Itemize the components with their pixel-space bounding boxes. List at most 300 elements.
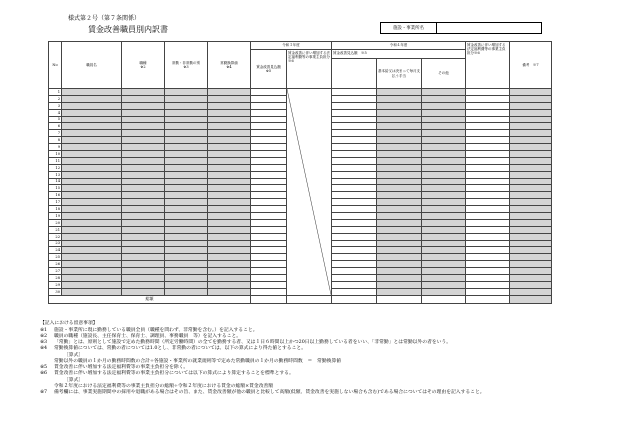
table-cell[interactable]	[332, 288, 377, 295]
table-cell[interactable]	[422, 116, 466, 123]
table-cell[interactable]	[422, 95, 466, 102]
table-cell[interactable]	[62, 185, 122, 192]
table-cell[interactable]	[122, 199, 165, 206]
table-cell[interactable]	[510, 192, 552, 199]
table-cell[interactable]	[510, 109, 552, 116]
table-cell[interactable]	[377, 275, 422, 282]
table-cell[interactable]	[62, 123, 122, 130]
table-cell[interactable]	[466, 261, 510, 268]
table-cell[interactable]	[62, 261, 122, 268]
table-cell[interactable]	[466, 130, 510, 137]
table-cell[interactable]	[251, 247, 287, 254]
table-cell[interactable]	[510, 281, 552, 288]
table-cell[interactable]	[466, 157, 510, 164]
table-cell[interactable]	[466, 171, 510, 178]
table-cell[interactable]	[332, 254, 377, 261]
table-cell[interactable]	[466, 233, 510, 240]
table-cell[interactable]	[122, 137, 165, 144]
table-cell[interactable]	[422, 247, 466, 254]
table-cell[interactable]	[332, 123, 377, 130]
table-cell[interactable]	[510, 130, 552, 137]
table-cell[interactable]	[332, 261, 377, 268]
table-cell[interactable]	[422, 213, 466, 220]
total-cell[interactable]	[466, 295, 510, 303]
table-cell[interactable]	[422, 206, 466, 213]
table-cell[interactable]	[122, 89, 165, 96]
table-cell[interactable]	[165, 95, 208, 102]
table-cell[interactable]	[208, 185, 251, 192]
table-cell[interactable]	[377, 102, 422, 109]
table-cell[interactable]	[377, 226, 422, 233]
table-cell[interactable]	[377, 206, 422, 213]
table-cell[interactable]	[208, 109, 251, 116]
table-cell[interactable]	[165, 157, 208, 164]
table-cell[interactable]	[165, 240, 208, 247]
table-cell[interactable]	[510, 151, 552, 158]
table-cell[interactable]	[466, 213, 510, 220]
table-cell[interactable]	[466, 219, 510, 226]
table-cell[interactable]	[251, 288, 287, 295]
table-cell[interactable]	[165, 226, 208, 233]
table-cell[interactable]	[122, 281, 165, 288]
table-cell[interactable]	[208, 199, 251, 206]
table-cell[interactable]	[251, 261, 287, 268]
table-cell[interactable]	[510, 254, 552, 261]
table-cell[interactable]	[332, 109, 377, 116]
table-cell[interactable]	[510, 185, 552, 192]
table-cell[interactable]	[165, 130, 208, 137]
table-cell[interactable]	[377, 164, 422, 171]
table-cell[interactable]	[332, 240, 377, 247]
table-cell[interactable]	[62, 233, 122, 240]
table-cell[interactable]	[377, 233, 422, 240]
table-cell[interactable]	[251, 109, 287, 116]
table-cell[interactable]	[251, 254, 287, 261]
table-cell[interactable]	[332, 233, 377, 240]
table-cell[interactable]	[510, 206, 552, 213]
table-cell[interactable]	[510, 247, 552, 254]
table-cell[interactable]	[62, 130, 122, 137]
table-cell[interactable]	[122, 192, 165, 199]
table-cell[interactable]	[165, 288, 208, 295]
table-cell[interactable]	[466, 240, 510, 247]
table-cell[interactable]	[208, 144, 251, 151]
table-cell[interactable]	[165, 247, 208, 254]
table-cell[interactable]	[510, 226, 552, 233]
table-cell[interactable]	[165, 89, 208, 96]
table-cell[interactable]	[466, 89, 510, 96]
table-cell[interactable]	[122, 213, 165, 220]
table-cell[interactable]	[122, 123, 165, 130]
table-cell[interactable]	[332, 247, 377, 254]
table-cell[interactable]	[466, 288, 510, 295]
table-cell[interactable]	[165, 102, 208, 109]
table-cell[interactable]	[332, 137, 377, 144]
table-cell[interactable]	[165, 171, 208, 178]
table-cell[interactable]	[62, 268, 122, 275]
table-cell[interactable]	[510, 213, 552, 220]
table-cell[interactable]	[332, 226, 377, 233]
table-cell[interactable]	[165, 116, 208, 123]
table-cell[interactable]	[208, 240, 251, 247]
table-cell[interactable]	[377, 213, 422, 220]
table-cell[interactable]	[422, 275, 466, 282]
table-cell[interactable]	[122, 144, 165, 151]
table-cell[interactable]	[466, 226, 510, 233]
table-cell[interactable]	[165, 192, 208, 199]
table-cell[interactable]	[251, 123, 287, 130]
table-cell[interactable]	[122, 247, 165, 254]
table-cell[interactable]	[510, 157, 552, 164]
table-cell[interactable]	[377, 254, 422, 261]
table-cell[interactable]	[332, 157, 377, 164]
table-cell[interactable]	[62, 109, 122, 116]
table-cell[interactable]	[377, 144, 422, 151]
table-cell[interactable]	[510, 123, 552, 130]
table-cell[interactable]	[122, 219, 165, 226]
table-cell[interactable]	[122, 102, 165, 109]
table-cell[interactable]	[208, 178, 251, 185]
table-cell[interactable]	[466, 137, 510, 144]
table-cell[interactable]	[332, 116, 377, 123]
table-cell[interactable]	[165, 281, 208, 288]
table-cell[interactable]	[422, 240, 466, 247]
table-cell[interactable]	[165, 233, 208, 240]
table-cell[interactable]	[332, 102, 377, 109]
table-cell[interactable]	[377, 185, 422, 192]
table-cell[interactable]	[251, 102, 287, 109]
table-cell[interactable]	[466, 275, 510, 282]
table-cell[interactable]	[251, 89, 287, 96]
table-cell[interactable]	[466, 268, 510, 275]
table-cell[interactable]	[377, 171, 422, 178]
table-cell[interactable]	[510, 233, 552, 240]
table-cell[interactable]	[510, 199, 552, 206]
table-cell[interactable]	[466, 178, 510, 185]
table-cell[interactable]	[422, 144, 466, 151]
table-cell[interactable]	[466, 192, 510, 199]
table-cell[interactable]	[62, 192, 122, 199]
table-cell[interactable]	[332, 268, 377, 275]
table-cell[interactable]	[62, 137, 122, 144]
table-cell[interactable]	[122, 226, 165, 233]
table-cell[interactable]	[332, 144, 377, 151]
table-cell[interactable]	[422, 226, 466, 233]
table-cell[interactable]	[377, 178, 422, 185]
table-cell[interactable]	[208, 281, 251, 288]
table-cell[interactable]	[377, 137, 422, 144]
table-cell[interactable]	[251, 116, 287, 123]
table-cell[interactable]	[122, 116, 165, 123]
table-cell[interactable]	[251, 275, 287, 282]
table-cell[interactable]	[251, 219, 287, 226]
table-cell[interactable]	[208, 137, 251, 144]
table-cell[interactable]	[377, 288, 422, 295]
table-cell[interactable]	[165, 261, 208, 268]
table-cell[interactable]	[251, 240, 287, 247]
table-cell[interactable]	[466, 151, 510, 158]
total-cell[interactable]	[422, 295, 466, 303]
table-cell[interactable]	[422, 137, 466, 144]
table-cell[interactable]	[422, 178, 466, 185]
table-cell[interactable]	[251, 95, 287, 102]
table-cell[interactable]	[377, 109, 422, 116]
table-cell[interactable]	[208, 164, 251, 171]
table-cell[interactable]	[510, 144, 552, 151]
table-cell[interactable]	[422, 89, 466, 96]
table-cell[interactable]	[62, 144, 122, 151]
table-cell[interactable]	[251, 213, 287, 220]
table-cell[interactable]	[510, 137, 552, 144]
table-cell[interactable]	[165, 164, 208, 171]
table-cell[interactable]	[466, 185, 510, 192]
table-cell[interactable]	[466, 199, 510, 206]
table-cell[interactable]	[466, 281, 510, 288]
table-cell[interactable]	[332, 171, 377, 178]
table-cell[interactable]	[422, 192, 466, 199]
table-cell[interactable]	[122, 261, 165, 268]
table-cell[interactable]	[122, 171, 165, 178]
table-cell[interactable]	[62, 157, 122, 164]
table-cell[interactable]	[422, 157, 466, 164]
table-cell[interactable]	[251, 233, 287, 240]
table-cell[interactable]	[122, 288, 165, 295]
table-cell[interactable]	[377, 89, 422, 96]
table-cell[interactable]	[332, 95, 377, 102]
table-cell[interactable]	[208, 89, 251, 96]
table-cell[interactable]	[251, 268, 287, 275]
table-cell[interactable]	[122, 157, 165, 164]
table-cell[interactable]	[62, 247, 122, 254]
total-cell[interactable]	[287, 295, 332, 303]
table-cell[interactable]	[377, 261, 422, 268]
table-cell[interactable]	[422, 219, 466, 226]
table-cell[interactable]	[62, 275, 122, 282]
table-cell[interactable]	[62, 254, 122, 261]
table-cell[interactable]	[422, 123, 466, 130]
total-cell[interactable]	[251, 295, 287, 303]
table-cell[interactable]	[122, 130, 165, 137]
table-cell[interactable]	[165, 275, 208, 282]
table-cell[interactable]	[377, 268, 422, 275]
table-cell[interactable]	[251, 178, 287, 185]
table-cell[interactable]	[377, 247, 422, 254]
table-cell[interactable]	[422, 109, 466, 116]
table-cell[interactable]	[62, 240, 122, 247]
table-cell[interactable]	[251, 226, 287, 233]
table-cell[interactable]	[165, 178, 208, 185]
table-cell[interactable]	[122, 233, 165, 240]
table-cell[interactable]	[208, 219, 251, 226]
table-cell[interactable]	[510, 275, 552, 282]
table-cell[interactable]	[122, 164, 165, 171]
table-cell[interactable]	[122, 240, 165, 247]
table-cell[interactable]	[377, 123, 422, 130]
table-cell[interactable]	[332, 199, 377, 206]
table-cell[interactable]	[208, 192, 251, 199]
table-cell[interactable]	[377, 151, 422, 158]
table-cell[interactable]	[332, 164, 377, 171]
table-cell[interactable]	[422, 130, 466, 137]
table-cell[interactable]	[251, 137, 287, 144]
table-cell[interactable]	[510, 288, 552, 295]
table-cell[interactable]	[510, 268, 552, 275]
table-cell[interactable]	[62, 219, 122, 226]
table-cell[interactable]	[165, 254, 208, 261]
table-cell[interactable]	[466, 109, 510, 116]
table-cell[interactable]	[332, 151, 377, 158]
table-cell[interactable]	[377, 192, 422, 199]
table-cell[interactable]	[208, 275, 251, 282]
table-cell[interactable]	[377, 95, 422, 102]
table-cell[interactable]	[510, 219, 552, 226]
table-cell[interactable]	[377, 219, 422, 226]
table-cell[interactable]	[122, 178, 165, 185]
table-cell[interactable]	[510, 240, 552, 247]
table-cell[interactable]	[165, 199, 208, 206]
table-cell[interactable]	[466, 116, 510, 123]
table-cell[interactable]	[510, 102, 552, 109]
table-cell[interactable]	[332, 192, 377, 199]
table-cell[interactable]	[165, 268, 208, 275]
table-cell[interactable]	[251, 192, 287, 199]
table-cell[interactable]	[62, 281, 122, 288]
table-cell[interactable]	[332, 185, 377, 192]
table-cell[interactable]	[62, 288, 122, 295]
table-cell[interactable]	[466, 123, 510, 130]
table-cell[interactable]	[422, 281, 466, 288]
table-cell[interactable]	[466, 247, 510, 254]
table-cell[interactable]	[332, 219, 377, 226]
table-cell[interactable]	[208, 116, 251, 123]
table-cell[interactable]	[208, 130, 251, 137]
table-cell[interactable]	[422, 171, 466, 178]
total-cell[interactable]	[332, 295, 377, 303]
table-cell[interactable]	[62, 226, 122, 233]
table-cell[interactable]	[422, 254, 466, 261]
table-cell[interactable]	[422, 185, 466, 192]
table-cell[interactable]	[165, 219, 208, 226]
table-cell[interactable]	[165, 206, 208, 213]
table-cell[interactable]	[332, 281, 377, 288]
table-cell[interactable]	[332, 206, 377, 213]
table-cell[interactable]	[251, 144, 287, 151]
table-cell[interactable]	[208, 102, 251, 109]
table-cell[interactable]	[165, 137, 208, 144]
table-cell[interactable]	[422, 268, 466, 275]
table-cell[interactable]	[208, 213, 251, 220]
table-cell[interactable]	[466, 164, 510, 171]
table-cell[interactable]	[422, 288, 466, 295]
table-cell[interactable]	[62, 199, 122, 206]
table-cell[interactable]	[165, 123, 208, 130]
table-cell[interactable]	[208, 151, 251, 158]
table-cell[interactable]	[208, 157, 251, 164]
table-cell[interactable]	[377, 157, 422, 164]
table-cell[interactable]	[332, 213, 377, 220]
table-cell[interactable]	[332, 130, 377, 137]
table-cell[interactable]	[422, 261, 466, 268]
table-cell[interactable]	[510, 116, 552, 123]
table-cell[interactable]	[165, 185, 208, 192]
table-cell[interactable]	[122, 109, 165, 116]
table-cell[interactable]	[251, 199, 287, 206]
table-cell[interactable]	[165, 144, 208, 151]
table-cell[interactable]	[208, 261, 251, 268]
table-cell[interactable]	[466, 254, 510, 261]
table-cell[interactable]	[510, 164, 552, 171]
table-cell[interactable]	[62, 116, 122, 123]
table-cell[interactable]	[251, 206, 287, 213]
table-cell[interactable]	[208, 233, 251, 240]
table-cell[interactable]	[62, 171, 122, 178]
table-cell[interactable]	[332, 275, 377, 282]
table-cell[interactable]	[208, 95, 251, 102]
table-cell[interactable]	[510, 89, 552, 96]
table-cell[interactable]	[377, 116, 422, 123]
table-cell[interactable]	[208, 268, 251, 275]
table-cell[interactable]	[466, 102, 510, 109]
table-cell[interactable]	[466, 144, 510, 151]
table-cell[interactable]	[510, 171, 552, 178]
table-cell[interactable]	[377, 130, 422, 137]
table-cell[interactable]	[122, 185, 165, 192]
table-cell[interactable]	[208, 171, 251, 178]
table-cell[interactable]	[466, 206, 510, 213]
table-cell[interactable]	[510, 95, 552, 102]
table-cell[interactable]	[208, 123, 251, 130]
table-cell[interactable]	[251, 281, 287, 288]
table-cell[interactable]	[377, 199, 422, 206]
table-cell[interactable]	[510, 178, 552, 185]
table-cell[interactable]	[62, 164, 122, 171]
table-cell[interactable]	[251, 157, 287, 164]
total-cell[interactable]	[377, 295, 422, 303]
table-cell[interactable]	[122, 151, 165, 158]
table-cell[interactable]	[251, 185, 287, 192]
table-cell[interactable]	[62, 206, 122, 213]
table-cell[interactable]	[122, 268, 165, 275]
table-cell[interactable]	[122, 95, 165, 102]
table-cell[interactable]	[62, 151, 122, 158]
table-cell[interactable]	[251, 171, 287, 178]
table-cell[interactable]	[122, 254, 165, 261]
table-cell[interactable]	[62, 89, 122, 96]
table-cell[interactable]	[466, 95, 510, 102]
table-cell[interactable]	[422, 151, 466, 158]
table-cell[interactable]	[332, 89, 377, 96]
table-cell[interactable]	[251, 151, 287, 158]
table-cell[interactable]	[377, 281, 422, 288]
table-cell[interactable]	[251, 164, 287, 171]
facility-name-field[interactable]	[437, 23, 541, 33]
table-cell[interactable]	[62, 102, 122, 109]
table-cell[interactable]	[422, 233, 466, 240]
table-cell[interactable]	[165, 213, 208, 220]
table-cell[interactable]	[422, 199, 466, 206]
table-cell[interactable]	[122, 275, 165, 282]
table-cell[interactable]	[377, 240, 422, 247]
table-cell[interactable]	[208, 288, 251, 295]
table-cell[interactable]	[165, 109, 208, 116]
table-cell[interactable]	[422, 164, 466, 171]
table-cell[interactable]	[510, 261, 552, 268]
table-cell[interactable]	[122, 206, 165, 213]
table-cell[interactable]	[165, 151, 208, 158]
table-cell[interactable]	[62, 178, 122, 185]
table-cell[interactable]	[208, 247, 251, 254]
total-cell[interactable]	[510, 295, 552, 303]
